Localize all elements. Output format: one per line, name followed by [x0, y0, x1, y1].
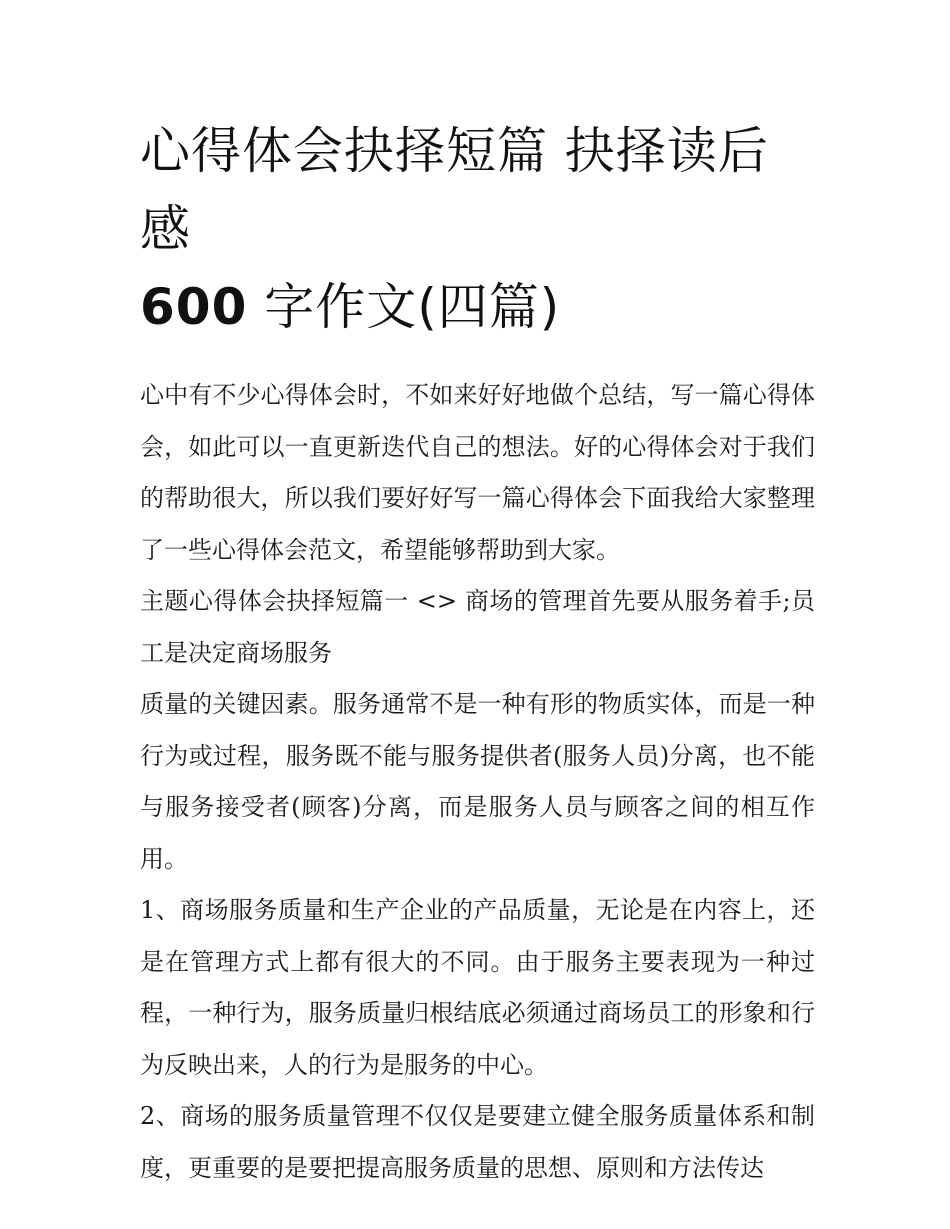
topic-paragraph: 主题心得体会抉择短篇一 <> 商场的管理首先要从服务着手;员工是决定商场服务	[140, 587, 815, 667]
point-1-paragraph: 1、商场服务质量和生产企业的产品质量，无论是在内容上，还是在管理方式上都有很大的不同。由于服务主要表现为一种过程，一种行为，服务质量归根结底必须通过商场员工的形象和行为反映出来，人的行为是服务的中心。	[140, 896, 815, 1079]
intro-paragraph: 心中有不少心得体会时，不如来好好地做个总结，写一篇心得体会，如此可以一直更新迭代自己的想法。好的心得体会对于我们的帮助很大，所以我们要好好写一篇心得体会下面我给大家整理了一些心得体会范文，希望能够帮助到大家。	[140, 381, 815, 564]
title-line-2: 字作文(四篇)	[247, 278, 561, 336]
point-2-paragraph: 2、商场的服务质量管理不仅仅是要建立健全服务质量体系和制度，更重要的是要把提高服务质量的思想、原则和方法传达	[140, 1102, 815, 1182]
document-title	[140, 112, 815, 346]
title-line-1: 心得体会抉择短篇 抉择读后感	[140, 122, 769, 258]
document-body	[140, 112, 815, 1194]
title-number: 600	[140, 278, 248, 336]
service-quality-paragraph: 质量的关键因素。服务通常不是一种有形的物质实体，而是一种行为或过程，服务既不能与服务提供者(服务人员)分离，也不能与服务接受者(顾客)分离，而是服务人员与顾客之间的相互作用。	[140, 690, 815, 873]
